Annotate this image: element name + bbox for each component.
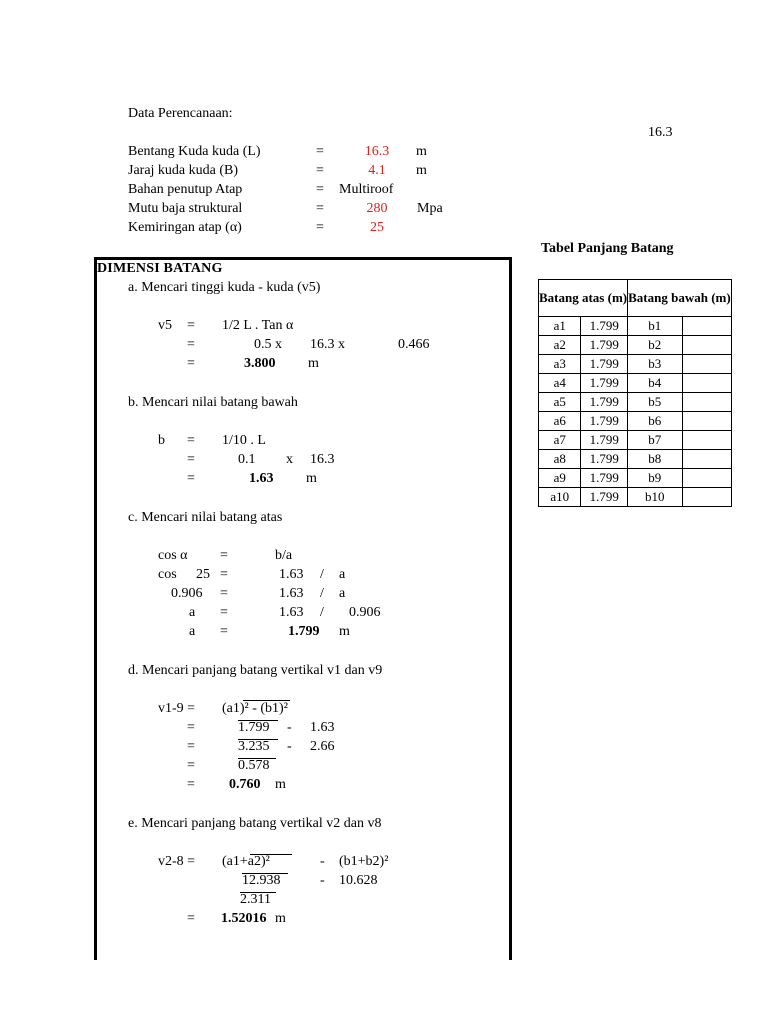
table-cell: [682, 412, 731, 431]
calc-term: /: [320, 567, 324, 582]
calc-term: =: [220, 605, 228, 620]
table-header-row: [539, 280, 732, 317]
calc-term: 0.906: [171, 586, 203, 601]
calc-term: cos α: [158, 548, 188, 563]
calc-term: 2.311: [240, 892, 271, 907]
table-cell: 1.799: [581, 374, 628, 393]
table-cell: 1.799: [581, 450, 628, 469]
calc-term: /: [320, 586, 324, 601]
table-cell: [682, 431, 731, 450]
param-value: 25: [370, 220, 384, 235]
calc-unit: m: [306, 471, 317, 486]
table-cell: 1.799: [581, 317, 628, 336]
header-batang-bawah: Batang bawah (m): [628, 280, 732, 317]
section-d-heading: d. Mencari panjang batang vertikal v1 dan v9: [128, 663, 383, 678]
calc-term: =: [187, 337, 195, 352]
table-cell: b1: [628, 317, 682, 336]
table-row: [539, 488, 732, 507]
header-batang-atas: Batang atas (m): [539, 280, 628, 317]
calc-term: v2-8 =: [158, 854, 196, 869]
calc-term: 2.66: [310, 739, 335, 754]
calc-term: v1-9 =: [158, 701, 196, 716]
param-value: Multiroof: [339, 182, 394, 197]
calc-term: =: [220, 567, 228, 582]
param-label: Bentang Kuda kuda (L): [128, 144, 261, 159]
param-eq: =: [316, 144, 324, 159]
table-cell: 1.799: [581, 412, 628, 431]
table-cell: 1.799: [581, 431, 628, 450]
calc-unit: m: [339, 624, 350, 639]
sqrt-bar: [238, 720, 278, 721]
calc-term: 0.578: [238, 758, 270, 773]
result-value: 1.63: [249, 471, 274, 486]
calc-term: /: [320, 605, 324, 620]
calc-term: =: [187, 318, 195, 333]
calc-unit: m: [275, 911, 286, 926]
sqrt-bar: [243, 700, 290, 701]
table-cell: 1.799: [581, 469, 628, 488]
calc-term: -: [320, 873, 325, 888]
table-cell: b4: [628, 374, 682, 393]
table-cell: [682, 374, 731, 393]
dimensi-title: DIMENSI BATANG: [97, 261, 223, 276]
calc-term: =: [187, 452, 195, 467]
sqrt-bar: [238, 758, 276, 759]
calc-term: v5: [158, 318, 172, 333]
calc-term: a: [339, 586, 346, 601]
table-cell: [682, 355, 731, 374]
result-value: 3.800: [244, 356, 276, 371]
calc-term: b: [158, 433, 165, 448]
section-b-heading: b. Mencari nilai batang bawah: [128, 395, 298, 410]
calc-term: 16.3: [310, 452, 335, 467]
table-cell: [682, 450, 731, 469]
table-row: [539, 431, 732, 450]
table-cell: b7: [628, 431, 682, 450]
section-a-heading: a. Mencari tinggi kuda - kuda (v5): [128, 280, 321, 295]
calc-term: =: [187, 777, 195, 792]
calc-term: a: [339, 567, 346, 582]
result-value: 0.760: [229, 777, 261, 792]
data-heading: Data Perencanaan:: [128, 106, 233, 121]
sqrt-bar: [250, 854, 292, 855]
table-row: [539, 374, 732, 393]
calc-term: 1/10 . L: [222, 433, 266, 448]
calc-term: =: [220, 586, 228, 601]
param-value: 280: [366, 201, 388, 216]
calc-term: 0.466: [398, 337, 430, 352]
table-cell: b3: [628, 355, 682, 374]
param-unit: m: [416, 144, 427, 159]
calc-term: 1.63: [279, 586, 304, 601]
table-cell: [682, 393, 731, 412]
param-eq: =: [316, 201, 324, 216]
calc-term: 1.63: [310, 720, 335, 735]
calc-term: x: [286, 452, 293, 467]
param-value: 4.1: [368, 163, 386, 178]
calc-term: 0.906: [349, 605, 381, 620]
calc-term: =: [187, 471, 195, 486]
table-cell: [682, 488, 731, 507]
calc-term: a: [189, 605, 196, 620]
calc-term: =: [187, 739, 195, 754]
table-cell: a1: [539, 317, 581, 336]
param-label: Mutu baja struktural: [128, 201, 243, 216]
calc-unit: m: [308, 356, 319, 371]
table-cell: [682, 317, 731, 336]
calc-term: =: [187, 758, 195, 773]
table-cell: a3: [539, 355, 581, 374]
calc-term: =: [187, 720, 195, 735]
table-row: [539, 469, 732, 488]
sqrt-bar: [238, 739, 278, 740]
calc-term: 12.938: [242, 873, 281, 888]
table-row: [539, 450, 732, 469]
table-row: [539, 355, 732, 374]
table-cell: b8: [628, 450, 682, 469]
calc-term: =: [187, 433, 195, 448]
table-cell: a4: [539, 374, 581, 393]
calc-term: =: [187, 911, 195, 926]
table-cell: 1.799: [581, 355, 628, 374]
table-cell: 1.799: [581, 336, 628, 355]
result-value: 1.52016: [221, 911, 267, 926]
calc-term: 1.799: [238, 720, 270, 735]
calc-term: cos: [158, 567, 177, 582]
calc-term: 10.628: [339, 873, 378, 888]
calc-term: b/a: [275, 548, 293, 563]
table-cell: [682, 469, 731, 488]
param-label: Kemiringan atap (α): [128, 220, 242, 235]
calc-term: 16.3 x: [310, 337, 345, 352]
param-label: Jaraj kuda kuda (B): [128, 163, 239, 178]
table-cell: a10: [539, 488, 581, 507]
table-title: Tabel Panjang Batang: [541, 241, 674, 256]
table-cell: b10: [628, 488, 682, 507]
table-cell: a6: [539, 412, 581, 431]
calc-term: (a1)² - (b1)²: [222, 701, 288, 716]
calc-term: =: [220, 624, 228, 639]
calc-term: (b1+b2)²: [339, 854, 389, 869]
calc-term: 3.235: [238, 739, 270, 754]
calc-term: -: [287, 720, 292, 735]
calc-term: a: [189, 624, 196, 639]
table-row: [539, 412, 732, 431]
param-label: Bahan penutup Atap: [128, 182, 243, 197]
table-cell: a7: [539, 431, 581, 450]
table-cell: b5: [628, 393, 682, 412]
calc-term: -: [320, 854, 325, 869]
calc-term: 0.5 x: [254, 337, 282, 352]
param-eq: =: [316, 163, 324, 178]
table-row: [539, 317, 732, 336]
calc-term: =: [220, 548, 228, 563]
calc-term: (a1+a2)²: [222, 854, 270, 869]
calc-term: =: [187, 356, 195, 371]
sqrt-bar: [242, 873, 288, 874]
calc-term: 0.1: [238, 452, 256, 467]
param-eq: =: [316, 220, 324, 235]
calc-term: 25: [196, 567, 210, 582]
table-cell: b9: [628, 469, 682, 488]
result-value: 1.799: [288, 624, 320, 639]
table-cell: b2: [628, 336, 682, 355]
param-eq: =: [316, 182, 324, 197]
table-cell: a2: [539, 336, 581, 355]
calc-term: 1/2 L . Tan α: [222, 318, 294, 333]
table-cell: 1.799: [581, 393, 628, 412]
table-cell: 1.799: [581, 488, 628, 507]
section-e-heading: e. Mencari panjang batang vertikal v2 dan v8: [128, 816, 382, 831]
calc-unit: m: [275, 777, 286, 792]
param-unit: Mpa: [417, 201, 443, 216]
table-cell: a5: [539, 393, 581, 412]
table-row: [539, 393, 732, 412]
panjang-batang-table: [538, 279, 732, 507]
table-cell: a9: [539, 469, 581, 488]
table-cell: a8: [539, 450, 581, 469]
corner-value: 16.3: [648, 125, 673, 140]
section-c-heading: c. Mencari nilai batang atas: [128, 510, 283, 525]
table-cell: [682, 336, 731, 355]
param-unit: m: [416, 163, 427, 178]
calc-term: 1.63: [279, 567, 304, 582]
table-row: [539, 336, 732, 355]
sqrt-bar: [240, 892, 276, 893]
calc-term: -: [287, 739, 292, 754]
param-value: 16.3: [364, 144, 390, 159]
table-cell: b6: [628, 412, 682, 431]
calc-term: 1.63: [279, 605, 304, 620]
